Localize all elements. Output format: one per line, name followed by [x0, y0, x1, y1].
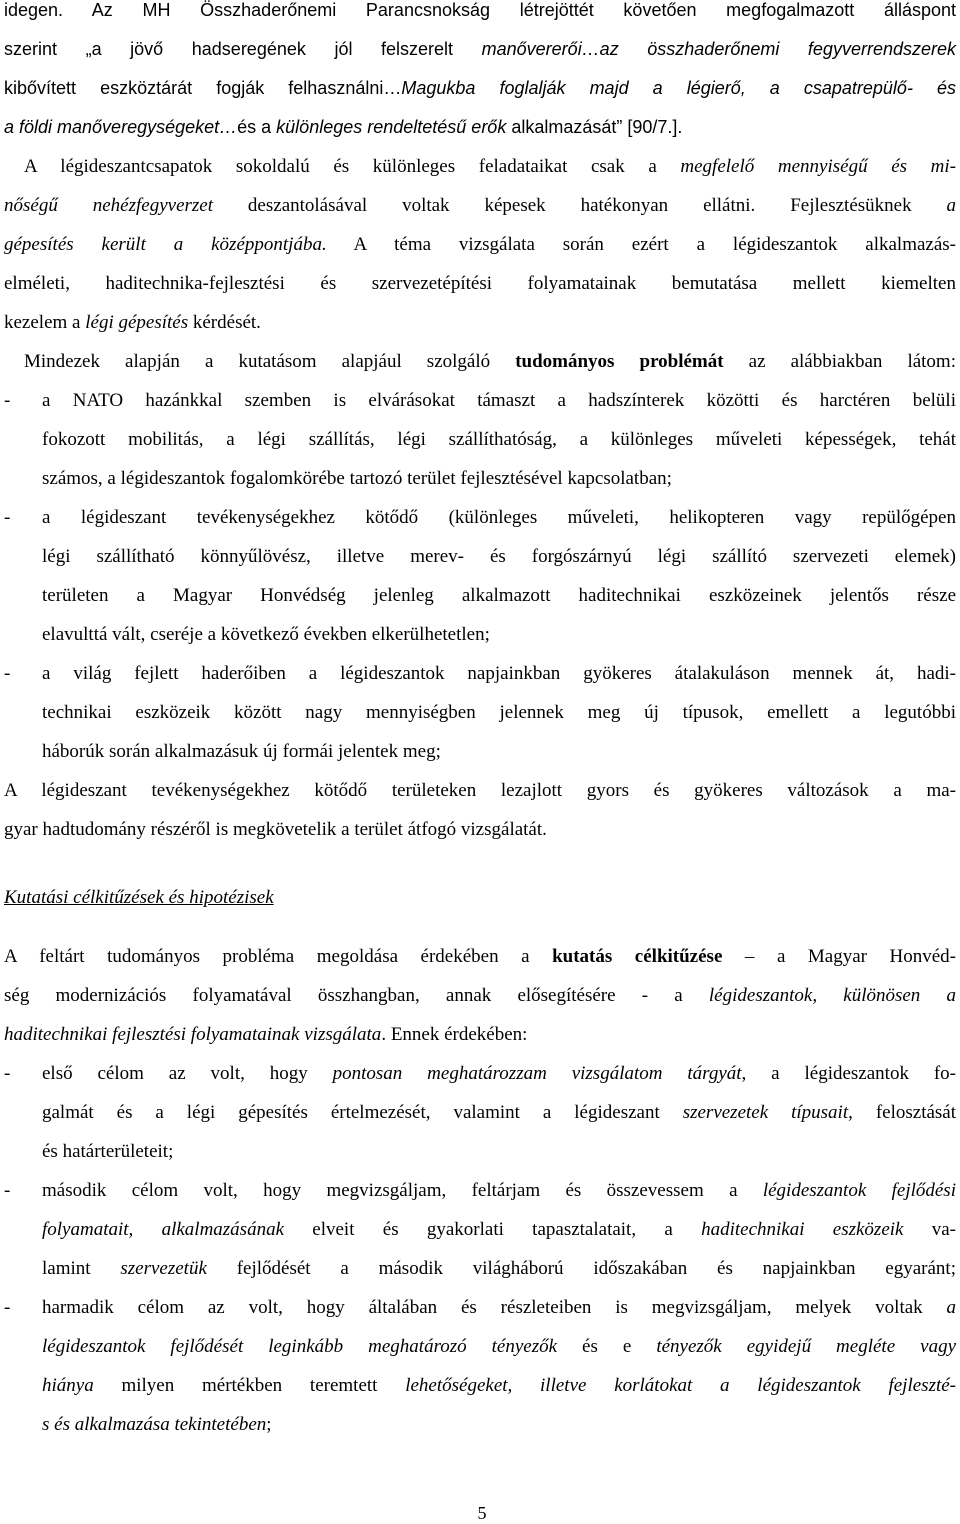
- section-heading: Kutatási célkitűzések és hipotézisek: [4, 887, 274, 908]
- list-item: galmát és a légi gépesítés értelmezését, valamint a légideszant szervezetek típusait, felosztását: [42, 1102, 957, 1123]
- list-bullet: -: [4, 507, 11, 528]
- list-item: második célom volt, hogy megvizsgáljam, feltárjam és összevessem a légideszantok fejlődési: [42, 1180, 956, 1201]
- list-bullet: -: [4, 390, 11, 411]
- text-line: A feltárt tudományos probléma megoldása érdekében a kutatás célkitűzése – a Magyar Honvéd-: [4, 946, 956, 967]
- text-line: A légideszantcsapatok sokoldalú és különleges feladataikat csak a megfelelő mennyiségű és mi-: [24, 156, 956, 177]
- text-line: elméleti, haditechnika-fejlesztési és szervezetépítési folyamatainak bemutatása mellett kiemelten: [4, 273, 956, 294]
- text-line: Mindezek alapján a kutatásom alapjául szolgáló tudományos problémát az alábbiakban látom:: [24, 351, 956, 372]
- text-line: gépesítés került a középpontjába. A téma vizsgálata során ezért a légideszantok alkalmazás-: [4, 234, 956, 255]
- text-line: kibővített eszköztárát fogják felhasználni…Magukba foglalják majd a légierő, a csapatrepülő- és: [4, 78, 957, 98]
- list-item: folyamatait, alkalmazásának elveit és gyakorlati tapasztalatait, a haditechnikai eszközeik va-: [42, 1219, 957, 1240]
- list-item: s és alkalmazása tekintetében;: [42, 1414, 272, 1435]
- text-line: a földi manőveregységeket…és a különleges rendeltetésű erők alkalmazását” [90/7.].: [4, 117, 683, 137]
- list-item: légideszantok fejlődését leginkább meghatározó tényezők és e tényezők egyidejű megléte vagy: [42, 1336, 957, 1357]
- list-item: hiánya milyen mértékben teremtett lehetőségeket, illetve korlátokat a légideszantok fejleszté-: [42, 1375, 956, 1396]
- list-item: lamint szervezetük fejlődését a második világháború időszakában és napjainkban egyaránt;: [42, 1258, 956, 1279]
- list-item: légi szállítható könnyűlövész, illetve merev- és forgószárnyú légi szállító szervezeti elemek): [42, 546, 956, 567]
- list-item: elavulttá vált, cseréje a következő években elkerülhetetlen;: [42, 624, 490, 645]
- list-item: harmadik célom az volt, hogy általában és részleteiben is megvizsgáljam, melyek voltak a: [42, 1297, 956, 1318]
- list-item: a NATO hazánkkal szemben is elvárásokat támaszt a hadszínterek közötti és harctéren belüli: [42, 390, 956, 411]
- list-item: területen a Magyar Honvédség jelenleg alkalmazott haditechnikai eszközeinek jelentős része: [42, 585, 956, 606]
- list-item: technikai eszközeik között nagy mennyiségben jelennek meg új típusok, emellett a legutóbbi: [42, 702, 956, 723]
- text-line: idegen. Az MH Összhaderőnemi Parancsnokság létrejöttét követően megfogalmazott álláspont: [4, 0, 956, 20]
- list-bullet: -: [4, 663, 11, 684]
- list-item: a világ fejlett haderőiben a légideszantok napjainkban gyökeres átalakuláson mennek át, hadi-: [42, 663, 956, 684]
- text-line: kezelem a légi gépesítés kérdését.: [4, 312, 261, 333]
- page-number: 5: [477, 1503, 487, 1523]
- text-line: gyar hadtudomány részéről is megkövetelik a terület átfogó vizsgálatát.: [4, 819, 547, 840]
- list-item: fokozott mobilitás, a légi szállítás, légi szállíthatóság, a különleges műveleti képességek, tehát: [42, 429, 956, 450]
- text-line: ség modernizációs folyamatával összhangban, annak elősegítésére - a légideszantok, különösen a: [4, 985, 957, 1006]
- list-item: és határterületeit;: [42, 1141, 174, 1162]
- list-item: első célom az volt, hogy pontosan meghatározzam vizsgálatom tárgyát, a légideszantok fo-: [42, 1063, 956, 1084]
- list-bullet: -: [4, 1063, 11, 1084]
- text-line: A légideszant tevékenységekhez kötődő területeken lezajlott gyors és gyökeres változások a ma-: [4, 780, 956, 801]
- list-bullet: -: [4, 1297, 11, 1318]
- text-line: haditechnikai fejlesztési folyamatainak vizsgálata. Ennek érdekében:: [4, 1024, 528, 1045]
- text-line: szerint „a jövő hadseregének jól felszerelt manővererői…az összhaderőnemi fegyverrendszerek: [4, 39, 956, 59]
- list-item: háborúk során alkalmazásuk új formái jelentek meg;: [42, 741, 441, 762]
- text-line: nőségű nehézfegyverzet deszantolásával voltak képesek hatékonyan ellátni. Fejlesztésüknek a: [4, 195, 956, 216]
- list-bullet: -: [4, 1180, 11, 1201]
- list-item: a légideszant tevékenységekhez kötődő (különleges műveleti, helikopteren vagy repülőgépen: [42, 507, 956, 528]
- list-item: számos, a légideszantok fogalomkörébe tartozó terület fejlesztésével kapcsolatban;: [42, 468, 672, 489]
